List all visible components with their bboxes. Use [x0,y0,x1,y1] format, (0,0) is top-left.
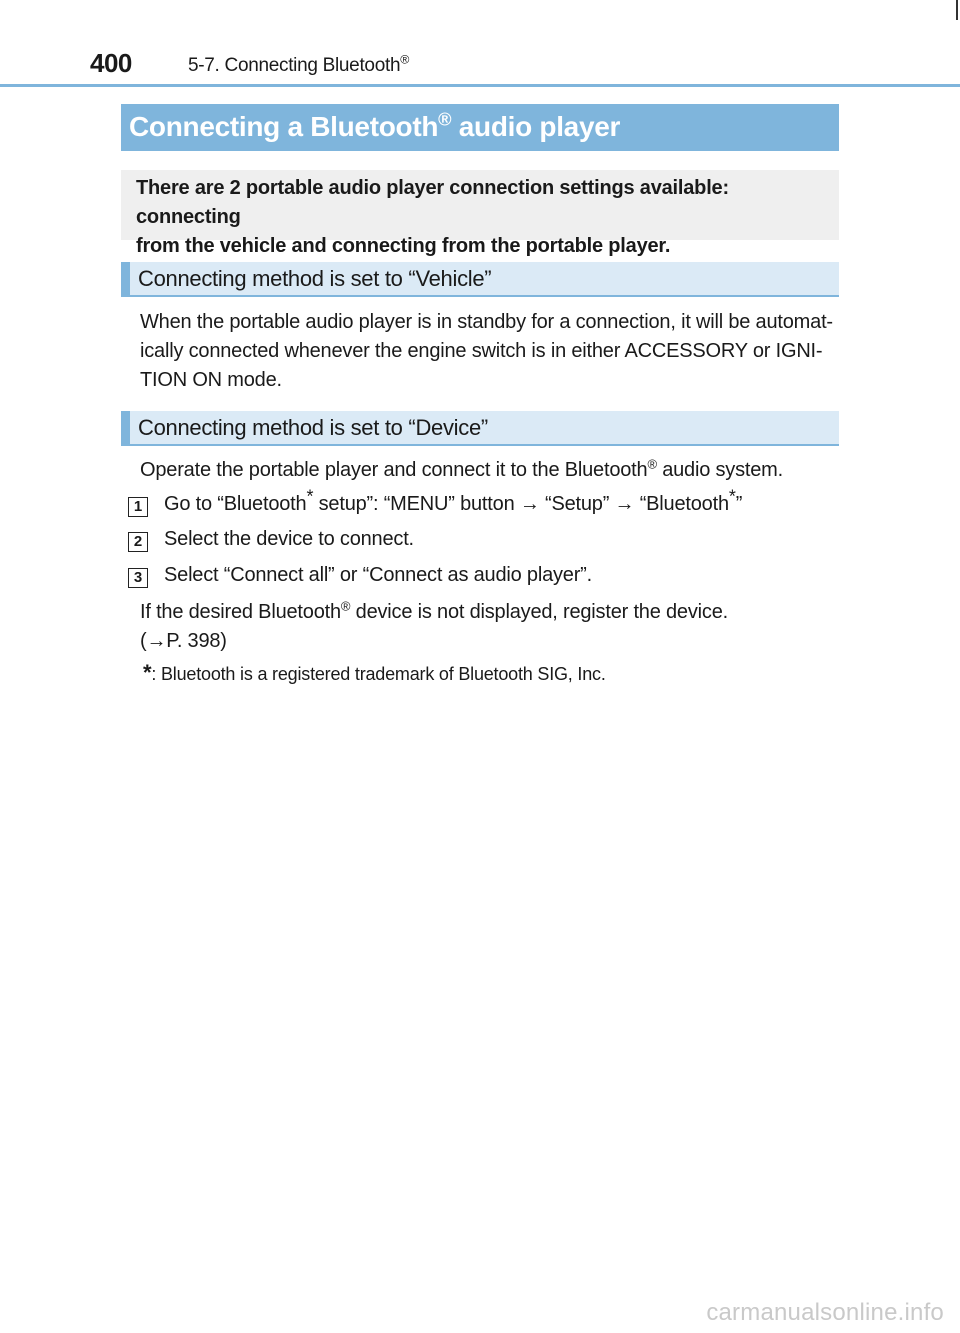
asterisk-mark: * [728,486,736,507]
main-title-banner [121,104,839,151]
step-text: Select the device to connect. [164,528,414,550]
main-title-part1: Connecting a Bluetooth [129,111,439,142]
heading-accent-bar [121,411,130,444]
step-3 [128,564,840,593]
step-number-box: 1 [128,497,148,517]
section-label-text: 5-7. Connecting Bluetooth [188,55,401,76]
intro-line: There are 2 portable audio player connection settings available: connecting [136,177,729,228]
asterisk-mark: * [143,660,152,685]
device-note-line [140,598,840,627]
vehicle-section-body [140,308,840,395]
step-number-box: 3 [128,568,148,588]
section-label [188,52,410,77]
step-1 [128,486,840,522]
step-number-box: 2 [128,532,148,552]
page-number: 400 [90,48,132,78]
device-section-heading [121,411,839,446]
intro-box [121,170,839,257]
main-title-part2: audio player [451,111,621,142]
heading-accent-bar [121,262,130,295]
note-part2: device is not displayed, register the device. [350,601,728,623]
step-text-part: Go to “Bluetooth [164,493,307,515]
step-text-part: setup”: “MENU” button → “Setup” → “Bluetooth [313,493,729,515]
intro-line: from the vehicle and connecting from the portable player. [136,235,671,257]
footnote-text: : Bluetooth is a registered trademark of Bluetooth SIG, Inc. [151,664,606,684]
asterisk-mark: * [306,486,314,507]
device-note [140,598,840,656]
device-heading-text: Connecting method is set to “Device” [138,415,488,440]
vehicle-heading-text: Connecting method is set to “Vehicle” [138,266,492,291]
main-title [129,111,620,143]
note-part1: If the desired Bluetooth [140,601,341,623]
header-rule [0,84,960,87]
device-intro-part1: Operate the portable player and connect it to the Bluetooth [140,459,648,481]
corner-tick [956,0,958,20]
registered-mark: ® [438,109,452,130]
registered-mark: ® [400,52,410,67]
watermark: carmanualsonline.info [706,1299,944,1326]
step-2 [128,528,840,557]
device-intro-part2: audio system. [656,459,783,481]
vehicle-section-heading [121,262,839,297]
page-reference: (→P. 398) [140,630,227,652]
body-line: TION ON mode. [140,369,282,391]
intro-text [136,174,836,261]
device-section-intro [140,456,840,485]
footnote [143,660,606,686]
page-header [0,0,960,88]
step-text: Select “Connect all” or “Connect as audio player”. [164,564,592,586]
step-text [164,486,743,516]
registered-mark: ® [340,598,351,614]
body-line: ically connected whenever the engine switch is in either ACCESSORY or IGNI- [140,340,823,362]
registered-mark: ® [647,456,657,472]
body-line: When the portable audio player is in standby for a connection, it will be automat- [140,311,833,333]
step-text-part: ” [735,493,743,515]
